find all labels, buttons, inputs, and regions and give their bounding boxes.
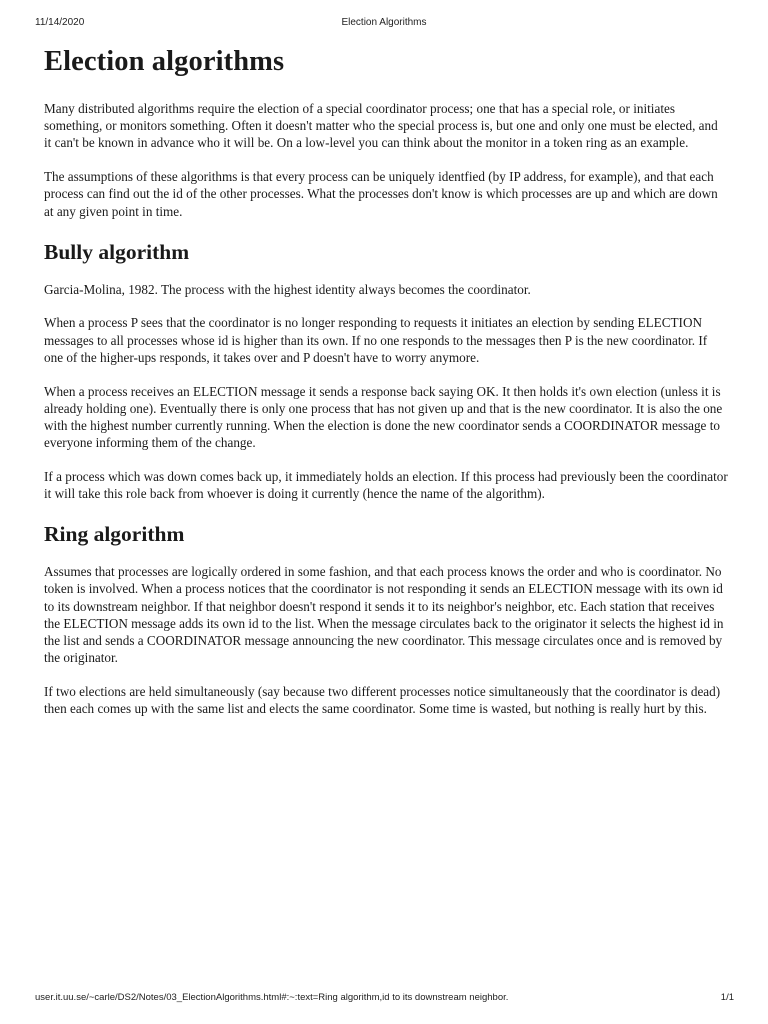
bully-paragraph: When a process P sees that the coordinator is no longer responding to requests it initiates an election by sending ELECTION messages to all processes whose id is higher than its own. If no one responds to the messages then P is the new coordinator. If one of the higher-ups responds, it takes over and P doesn't have to worry anymore. [44,315,708,365]
print-url: user.it.uu.se/~carle/DS2/Notes/03_ElectionAlgorithms.html#:~:text=Ring algorithm,id to its downstream neighbor. [35,992,509,1003]
intro-paragraph: The assumptions of these algorithms is that every process can be uniquely identfied (by IP address, for example), and that each process can find out the id of the other processes. What the processes don't know is which processes are up and which are down at any given point in time. [44,169,718,219]
ring-heading: Ring algorithm [44,522,185,547]
print-date: 11/14/2020 [35,17,85,28]
page-number: 1/1 [720,992,734,1003]
print-footer [0,992,768,1006]
ring-paragraph: Assumes that processes are logically ordered in some fashion, and that each process knows the order and who is coordinator. No token is involved. When a process notices that the coordinator is not responding it sends an ELECTION message with its own id to its downstream neighbor. If that neighbor doesn't respond it sends it to its neighbor's neighbor, etc. Each station that receives the ELECTION message adds its own id to the list. When the message circulates back to the originator it selects the highest id in the list and sends a COORDINATOR message announcing the new coordinator. This message circulates once and is removed by the originator. [44,564,724,666]
bully-paragraph: If a process which was down comes back up, it immediately holds an election. If this process had previously been the coordinator it will take this role back from whoever is doing it currently (hence the name of the algorithm). [44,468,728,502]
page-title: Election algorithms [44,46,285,77]
bully-heading: Bully algorithm [44,239,190,264]
bully-paragraph: When a process receives an ELECTION message it sends a response back saying OK. It then holds it's own election (unless it is already holding one). Eventually there is only one process that has not given up and that is the new coordinator. It is also the one with the highest number currently running. When the election is done the new coordinator sends a COORDINATOR message to everyone informing them of the change. [44,383,723,451]
ring-paragraph: If two elections are held simultaneously (say because two different processes notice simultaneously that the coordinator is dead) then each comes up with the same list and elects the same coordinator. Some time is wasted, but nothing is really hurt by this. [44,683,721,717]
document-body [44,44,728,734]
print-title: Election Algorithms [341,17,427,28]
print-header [0,17,768,31]
intro-paragraph: Many distributed algorithms require the election of a special coordinator process; one that has a special role, or initiates something, or monitors something. Often it doesn't matter who the special process is, but one and only one must be elected, and it can't be known in advance who it will be. On a low-level you can think about the monitor in a token ring as an example. [44,101,718,151]
bully-paragraph: Garcia-Molina, 1982. The process with the highest identity always becomes the coordinator. [44,281,531,297]
